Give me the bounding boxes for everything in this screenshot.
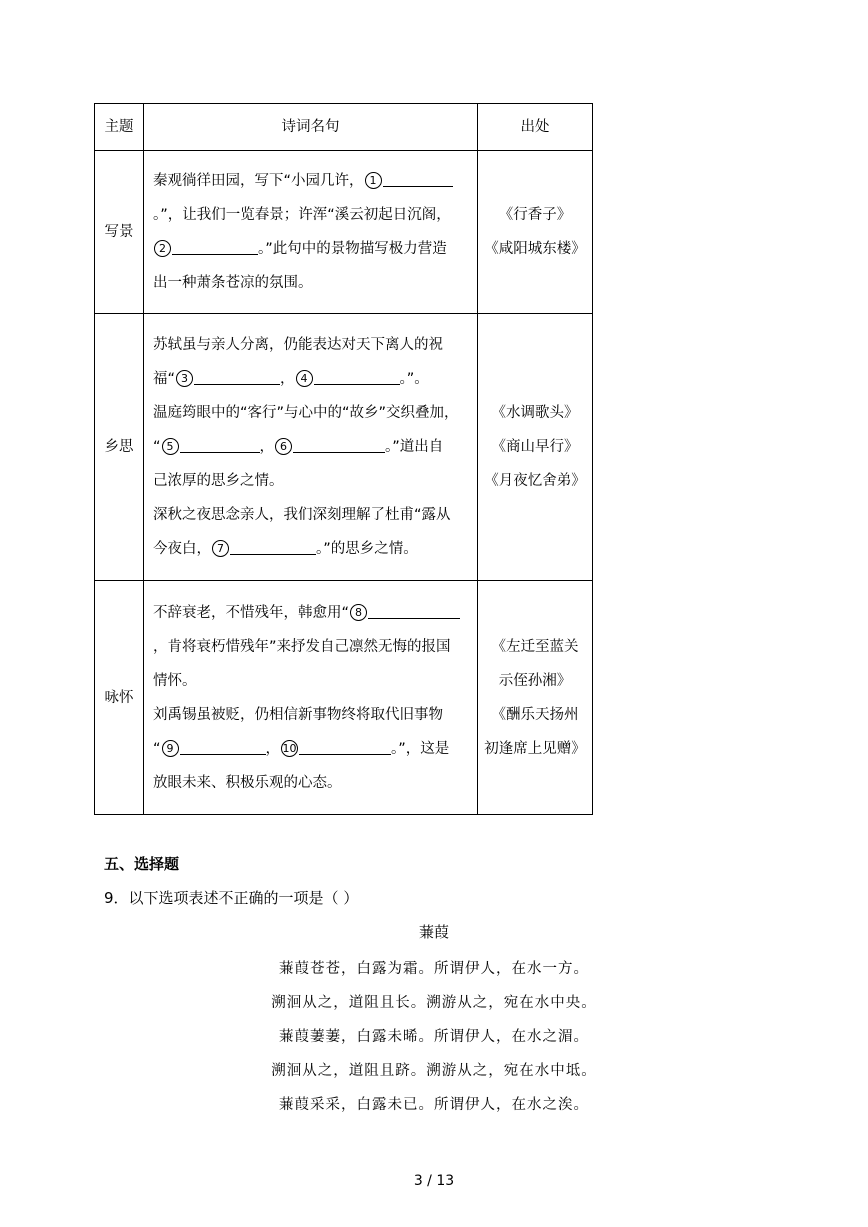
blank-number: 3 <box>176 370 193 387</box>
source-title: 初逢席上见赠》 <box>484 740 586 757</box>
answer-blank[interactable] <box>180 738 266 755</box>
cell-line: 福“ 3 ， 4 。”。 <box>153 362 471 396</box>
answer-blank[interactable] <box>230 538 316 555</box>
poem-line: 溯洄从之，道阻且长。溯游从之，宛在水中央。 <box>271 995 597 1011</box>
row-sources <box>478 314 593 581</box>
poem-table <box>94 103 593 815</box>
cell-line: ，肯将衰朽惜残年”来抒发自己凛然无悔的报国 <box>153 638 451 655</box>
blank-number: 9 <box>162 740 179 757</box>
poem-line: 蒹葭萋萋，白露未晞。所谓伊人，在水之湄。 <box>279 1029 589 1045</box>
answer-blank[interactable] <box>299 738 391 755</box>
answer-blank[interactable] <box>293 436 385 453</box>
header-theme: 主题 <box>95 104 144 151</box>
row-lines <box>144 151 478 314</box>
source-title: 《酬乐天扬州 <box>491 706 579 723</box>
header-lines: 诗词名句 <box>144 104 478 151</box>
row-theme: 写景 <box>95 151 144 314</box>
header-source: 出处 <box>478 104 593 151</box>
blank-number: 8 <box>350 604 367 621</box>
source-title: 示侄孙湘》 <box>498 672 572 689</box>
cell-line: 不辞衰老，不惜残年，韩愈用“ 8 <box>153 596 471 630</box>
cell-line: 己浓厚的思乡之情。 <box>153 473 284 489</box>
answer-blank[interactable] <box>383 170 453 187</box>
cell-line: 温庭筠眼中的“客行”与心中的“故乡”交织叠加， <box>153 405 459 421</box>
cell-line: 。”，让我们一览春景；许浑“溪云初起日沉阁， <box>153 207 451 223</box>
poem-line: 蒹葭采采，白露未已。所谓伊人，在水之涘。 <box>279 1097 589 1113</box>
table-row <box>95 151 593 314</box>
cell-line: 情怀。 <box>153 672 197 689</box>
blank-number: 1 <box>365 172 382 189</box>
answer-blank[interactable] <box>172 238 258 255</box>
blank-number: 2 <box>154 240 171 257</box>
source-title: 《商山早行》 <box>491 439 579 455</box>
section-title: 五、选择题 <box>104 855 180 873</box>
source-title: 《水调歌头》 <box>491 405 579 421</box>
cell-line: “ 5 ， 6 。”道出自 <box>153 430 471 464</box>
blank-number: 7 <box>212 540 229 557</box>
row-theme: 咏怀 <box>95 581 144 815</box>
answer-blank[interactable] <box>314 368 400 385</box>
source-title: 《左迁至蓝关 <box>491 638 579 655</box>
page-number: 3 / 13 <box>413 1173 455 1189</box>
blank-number: 5 <box>162 438 179 455</box>
poem-title: 蒹葭 <box>418 923 449 941</box>
cell-line: 苏轼虽与亲人分离，仍能表达对天下离人的祝 <box>153 337 443 353</box>
answer-blank[interactable] <box>368 602 460 619</box>
cell-line: “ 9 ， 10 。”，这是 <box>153 732 471 766</box>
poem-line: 溯洄从之，道阻且跻。溯游从之，宛在水中坻。 <box>271 1063 597 1079</box>
blank-number: 6 <box>275 438 292 455</box>
row-sources <box>478 151 593 314</box>
cell-line: 今夜白， 7 。”的思乡之情。 <box>153 532 471 566</box>
cell-line: 刘禹锡虽被贬，仍相信新事物终将取代旧事物 <box>153 706 443 723</box>
row-lines <box>144 314 478 581</box>
question-text: 9．以下选项表述不正确的一项是（ ） <box>104 889 359 907</box>
blank-number: 4 <box>296 370 313 387</box>
row-theme: 乡思 <box>95 314 144 581</box>
row-lines <box>144 581 478 815</box>
answer-blank[interactable] <box>194 368 280 385</box>
source-title: 《月夜忆舍弟》 <box>484 473 586 489</box>
cell-line: 出一种萧条苍凉的氛围。 <box>153 275 313 291</box>
cell-line: 深秋之夜思念亲人，我们深刻理解了杜甫“露从 <box>153 507 451 523</box>
row-sources <box>478 581 593 815</box>
cell-line: 2 。”此句中的景物描写极力营造 <box>153 232 471 266</box>
source-title: 《行香子》 <box>498 207 572 223</box>
table-row <box>95 314 593 581</box>
source-title: 《咸阳城东楼》 <box>484 241 586 257</box>
cell-line: 放眼未来、积极乐观的心态。 <box>153 774 342 791</box>
table-header-row <box>95 104 593 151</box>
blank-number: 10 <box>282 741 297 755</box>
table-row <box>95 581 593 815</box>
poem-line: 蒹葭苍苍，白露为霜。所谓伊人，在水一方。 <box>279 961 589 977</box>
answer-blank[interactable] <box>180 436 260 453</box>
cell-line: 秦观徜徉田园，写下“小园几许， 1 <box>153 164 471 198</box>
